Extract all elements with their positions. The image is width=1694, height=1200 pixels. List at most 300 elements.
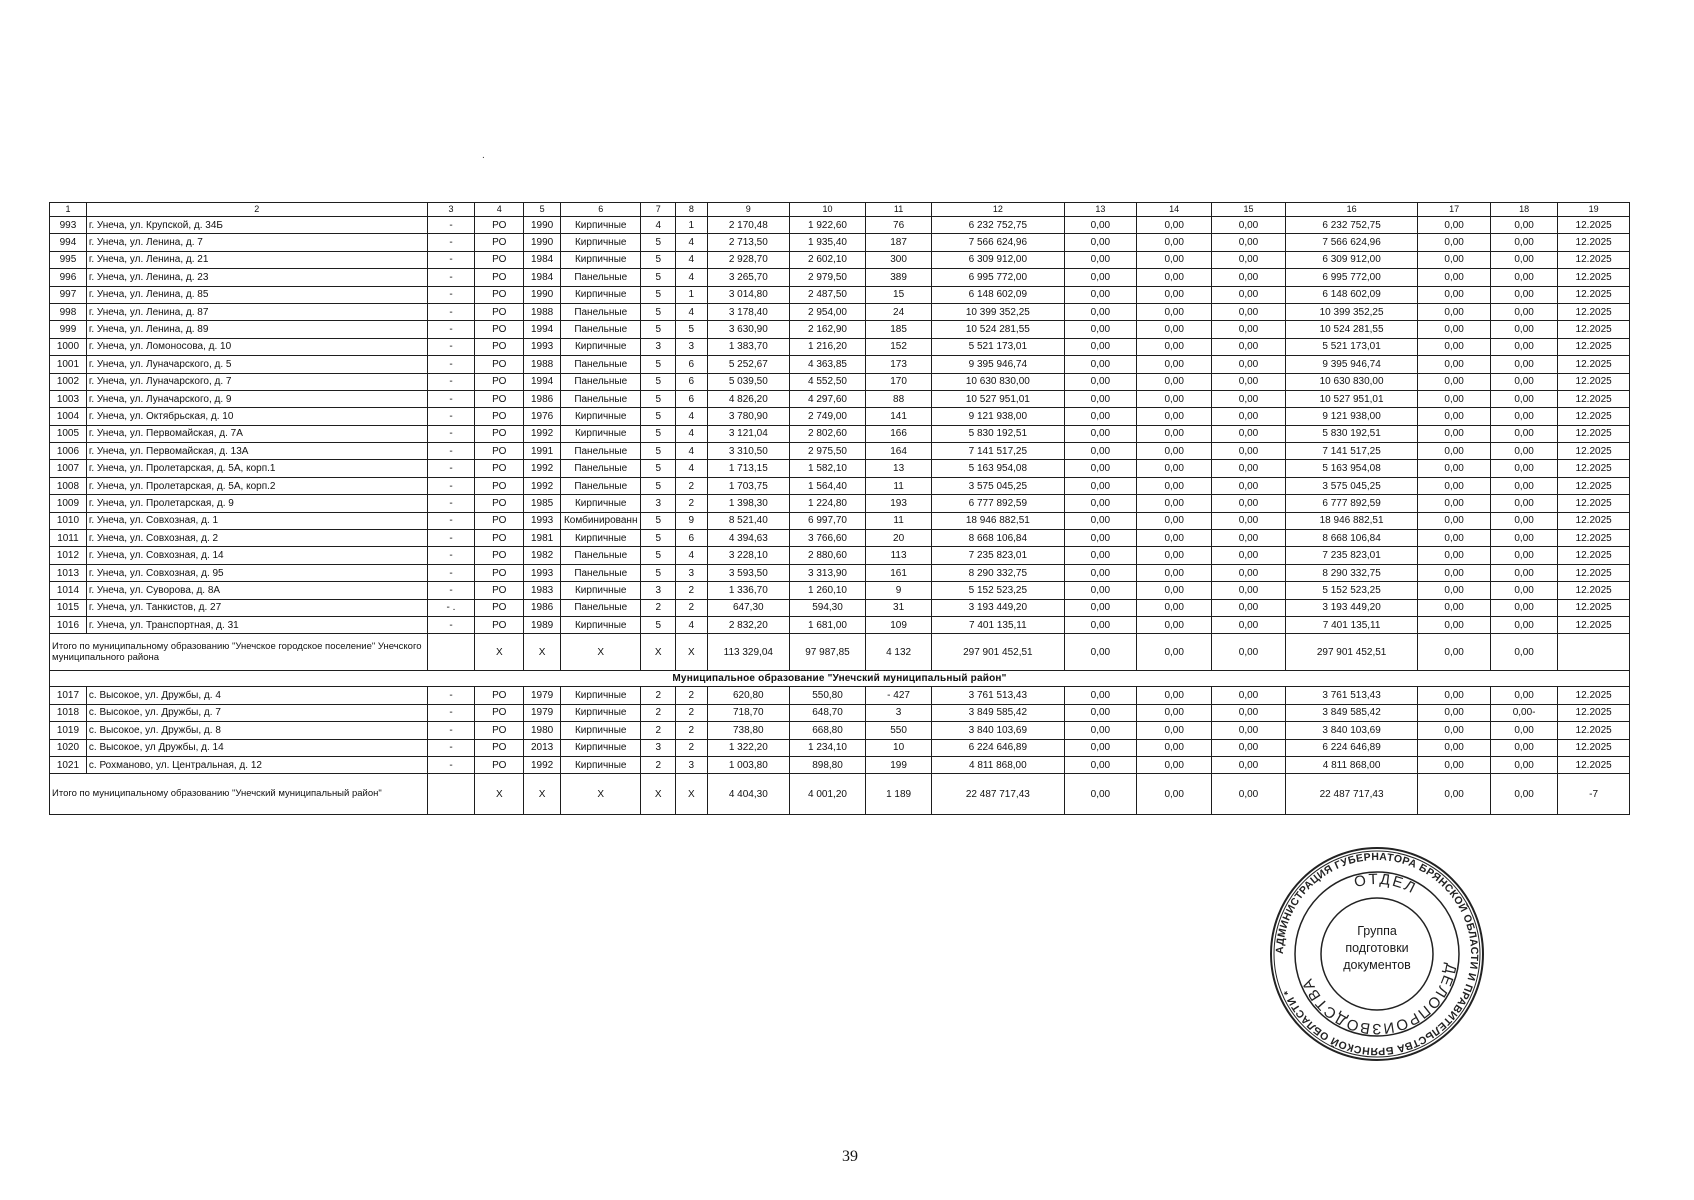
table-cell: РО <box>475 356 524 373</box>
column-number-cell: 4 <box>475 203 524 217</box>
address-cell: г. Унеча, ул. Ломоносова, д. 10 <box>86 338 427 355</box>
total-cell: 0,00 <box>1137 774 1212 815</box>
stamp-line-3: документов <box>1343 958 1411 972</box>
table-cell: 6 995 772,00 <box>1285 269 1417 286</box>
table-cell: 3 766,60 <box>790 530 866 547</box>
table-cell: 0,00 <box>1490 338 1557 355</box>
table-cell: 0,00 <box>1137 495 1212 512</box>
table-cell: 2 <box>641 599 676 616</box>
table-cell: 0,00 <box>1490 477 1557 494</box>
table-cell: 1 582,10 <box>790 460 866 477</box>
table-cell: Панельные <box>561 599 641 616</box>
table-cell: Кирпичные <box>561 234 641 251</box>
table-cell: 1014 <box>50 582 87 599</box>
table-cell: 4 811 868,00 <box>932 756 1064 773</box>
table-cell: - <box>427 722 475 739</box>
table-cell: 4 <box>676 251 707 268</box>
table-cell: 3 178,40 <box>707 303 789 320</box>
total-cell: 4 132 <box>865 634 931 671</box>
table-cell: 0,00 <box>1212 373 1286 390</box>
table-cell: 0,00 <box>1137 722 1212 739</box>
table-cell: 2 979,50 <box>790 269 866 286</box>
table-cell: 12.2025 <box>1558 217 1630 234</box>
table-cell: 0,00 <box>1064 564 1137 581</box>
table-cell: 6 995 772,00 <box>932 269 1064 286</box>
table-cell: 0,00 <box>1490 530 1557 547</box>
table-cell: 0,00 <box>1137 739 1212 756</box>
address-cell: с. Рохманово, ул. Центральная, д. 12 <box>86 756 427 773</box>
table-cell: 1 322,20 <box>707 739 789 756</box>
table-cell: Кирпичные <box>561 338 641 355</box>
table-cell: 0,00 <box>1137 564 1212 581</box>
table-cell: 1017 <box>50 687 87 704</box>
table-cell: 1981 <box>524 530 561 547</box>
table-cell: 3 761 513,43 <box>932 687 1064 704</box>
table-cell: 647,30 <box>707 599 789 616</box>
table-cell: 1989 <box>524 616 561 633</box>
address-cell: г. Унеча, ул. Совхозная, д. 95 <box>86 564 427 581</box>
table-cell: 2 <box>676 704 707 721</box>
table-cell: 0,00 <box>1418 321 1491 338</box>
table-cell: 4 <box>676 460 707 477</box>
table-cell: 0,00 <box>1418 460 1491 477</box>
table-cell: 18 946 882,51 <box>932 512 1064 529</box>
table-cell: 5 152 523,25 <box>1285 582 1417 599</box>
total-cell: 4 001,20 <box>790 774 866 815</box>
table-cell: 0,00 <box>1137 338 1212 355</box>
table-cell: 0,00 <box>1490 408 1557 425</box>
table-cell: 1 234,10 <box>790 739 866 756</box>
table-cell: Комбинированн <box>561 512 641 529</box>
table-cell: 10 524 281,55 <box>932 321 1064 338</box>
table-cell: 1988 <box>524 303 561 320</box>
address-cell: г. Унеча, ул. Ленина, д. 85 <box>86 286 427 303</box>
table-cell: 2 602,10 <box>790 251 866 268</box>
table-cell: 0,00 <box>1490 373 1557 390</box>
column-number-cell: 16 <box>1285 203 1417 217</box>
column-number-cell: 15 <box>1212 203 1286 217</box>
table-cell: - <box>427 390 475 407</box>
table-cell: 1992 <box>524 756 561 773</box>
address-cell: с. Высокое, ул Дружбы, д. 14 <box>86 739 427 756</box>
table-cell: 4 363,85 <box>790 356 866 373</box>
table-cell: 0,00 <box>1212 286 1286 303</box>
table-cell: 2 <box>641 687 676 704</box>
table-cell: 12.2025 <box>1558 530 1630 547</box>
table-cell: 0,00 <box>1064 251 1137 268</box>
table-row <box>50 564 1630 581</box>
total-label: Итого по муниципальному образованию "Унечское городское поселение" Унечского муниципального района <box>50 634 428 671</box>
address-cell: г. Унеча, ул. Совхозная, д. 1 <box>86 512 427 529</box>
table-cell: 898,80 <box>790 756 866 773</box>
table-cell: 5 521 173,01 <box>1285 338 1417 355</box>
table-cell: РО <box>475 390 524 407</box>
table-cell: 5 <box>641 286 676 303</box>
table-cell: 0,00 <box>1490 269 1557 286</box>
table-cell: 7 235 823,01 <box>1285 547 1417 564</box>
table-cell: 3 <box>676 338 707 355</box>
table-cell: Панельные <box>561 373 641 390</box>
table-cell: 15 <box>865 286 931 303</box>
table-cell: 4 <box>676 234 707 251</box>
table-cell: 0,00 <box>1064 390 1137 407</box>
total-cell: 0,00 <box>1490 634 1557 671</box>
table-cell: 550,80 <box>790 687 866 704</box>
table-cell: 1990 <box>524 234 561 251</box>
table-cell: - <box>427 356 475 373</box>
table-cell: - 427 <box>865 687 931 704</box>
table-cell: 12.2025 <box>1558 739 1630 756</box>
column-number-cell: 7 <box>641 203 676 217</box>
table-cell: 13 <box>865 460 931 477</box>
table-cell: 0,00 <box>1137 687 1212 704</box>
total-cell: X <box>524 774 561 815</box>
total-cell <box>427 774 475 815</box>
address-cell: г. Унеча, ул. Ленина, д. 23 <box>86 269 427 286</box>
table-cell: 5 <box>641 547 676 564</box>
table-cell: РО <box>475 338 524 355</box>
table-cell: 3 <box>641 495 676 512</box>
table-cell: 0,00 <box>1212 564 1286 581</box>
table-cell: 0,00 <box>1064 373 1137 390</box>
table-cell: - <box>427 477 475 494</box>
table-cell: 1992 <box>524 477 561 494</box>
table-cell: 10 399 352,25 <box>932 303 1064 320</box>
table-cell: 0,00 <box>1212 408 1286 425</box>
table-cell: - <box>427 443 475 460</box>
table-cell: 1979 <box>524 687 561 704</box>
table-cell: Панельные <box>561 477 641 494</box>
table-cell: 1 935,40 <box>790 234 866 251</box>
table-cell: 1984 <box>524 269 561 286</box>
table-cell: Панельные <box>561 303 641 320</box>
table-cell: 11 <box>865 512 931 529</box>
table-cell: - <box>427 687 475 704</box>
table-cell: РО <box>475 704 524 721</box>
table-cell: Кирпичные <box>561 704 641 721</box>
official-stamp <box>1268 845 1486 1063</box>
table-cell: 389 <box>865 269 931 286</box>
stamp-department: ОТДЕЛ <box>1352 870 1420 898</box>
table-cell: 6 232 752,75 <box>1285 217 1417 234</box>
table-cell: 0,00 <box>1212 739 1286 756</box>
table-cell: 5 <box>641 512 676 529</box>
table-row <box>50 722 1630 739</box>
table-cell: - <box>427 425 475 442</box>
table-cell: 0,00 <box>1418 599 1491 616</box>
table-cell: 0,00 <box>1490 234 1557 251</box>
table-cell: 8 668 106,84 <box>932 530 1064 547</box>
total-cell: 0,00 <box>1064 774 1137 815</box>
table-cell: Панельные <box>561 390 641 407</box>
table-cell: 12.2025 <box>1558 321 1630 338</box>
table-cell: - <box>427 756 475 773</box>
table-cell: 1007 <box>50 460 87 477</box>
total-cell: 0,00 <box>1212 634 1286 671</box>
table-cell: 3 <box>676 756 707 773</box>
table-cell: РО <box>475 321 524 338</box>
table-cell: Кирпичные <box>561 756 641 773</box>
table-cell: 5 <box>641 408 676 425</box>
table-cell: 12.2025 <box>1558 251 1630 268</box>
table-cell: 9 395 946,74 <box>1285 356 1417 373</box>
table-cell: - <box>427 582 475 599</box>
table-cell: 193 <box>865 495 931 512</box>
table-cell: 7 235 823,01 <box>932 547 1064 564</box>
table-cell: 18 946 882,51 <box>1285 512 1417 529</box>
table-cell: 4 811 868,00 <box>1285 756 1417 773</box>
address-cell: г. Унеча, ул. Ленина, д. 87 <box>86 303 427 320</box>
table-cell: 0,00 <box>1064 408 1137 425</box>
table-cell: 0,00 <box>1490 356 1557 373</box>
table-cell: 0,00 <box>1064 756 1137 773</box>
table-cell: 4 826,20 <box>707 390 789 407</box>
table-cell: 2 <box>641 704 676 721</box>
table-row <box>50 408 1630 425</box>
table-cell: 738,80 <box>707 722 789 739</box>
table-cell: 0,00 <box>1064 269 1137 286</box>
table-cell: 0,00 <box>1064 425 1137 442</box>
column-number-cell: 9 <box>707 203 789 217</box>
address-cell: г. Унеча, ул. Ленина, д. 21 <box>86 251 427 268</box>
table-cell: 0,00 <box>1418 425 1491 442</box>
table-row <box>50 373 1630 390</box>
table-cell: Панельные <box>561 460 641 477</box>
table-cell: 1003 <box>50 390 87 407</box>
table-cell: 12.2025 <box>1558 373 1630 390</box>
table-cell: 1988 <box>524 356 561 373</box>
page-number: 39 <box>842 1148 858 1165</box>
table-cell: - <box>427 547 475 564</box>
table-cell: 4 <box>676 616 707 633</box>
table-cell: 1990 <box>524 217 561 234</box>
table-cell: 0,00 <box>1418 338 1491 355</box>
table-cell: 1021 <box>50 756 87 773</box>
table-cell: 0,00 <box>1212 512 1286 529</box>
table-cell: 620,80 <box>707 687 789 704</box>
table-cell: 4 552,50 <box>790 373 866 390</box>
table-cell: 1019 <box>50 722 87 739</box>
address-cell: г. Унеча, ул. Первомайская, д. 7А <box>86 425 427 442</box>
table-cell: Кирпичные <box>561 722 641 739</box>
total-cell: X <box>641 774 676 815</box>
table-cell: Панельные <box>561 356 641 373</box>
table-cell: 0,00 <box>1490 756 1557 773</box>
stamp-department-2: ДЕЛОПРОИЗВОДСТВА <box>1298 961 1460 1038</box>
table-cell: 0,00 <box>1064 687 1137 704</box>
table-cell: 0,00 <box>1137 356 1212 373</box>
table-cell: 2 802,60 <box>790 425 866 442</box>
table-cell: 0,00 <box>1490 687 1557 704</box>
table-cell: 0,00 <box>1418 356 1491 373</box>
table-cell: 1983 <box>524 582 561 599</box>
address-cell: г. Унеча, ул. Пролетарская, д. 5А, корп.2 <box>86 477 427 494</box>
table-cell: РО <box>475 616 524 633</box>
table-cell: 10 524 281,55 <box>1285 321 1417 338</box>
table-cell: 0,00 <box>1137 756 1212 773</box>
table-cell: 1 <box>676 286 707 303</box>
table-cell: 12.2025 <box>1558 477 1630 494</box>
table-cell: 12.2025 <box>1558 704 1630 721</box>
total-cell: 0,00 <box>1137 634 1212 671</box>
table-cell: 0,00 <box>1064 443 1137 460</box>
table-cell: РО <box>475 582 524 599</box>
table-cell: 3 780,90 <box>707 408 789 425</box>
table-row <box>50 286 1630 303</box>
table-cell: 0,00 <box>1064 217 1137 234</box>
table-cell: 0,00 <box>1064 356 1137 373</box>
table-cell: - <box>427 495 475 512</box>
table-cell: 0,00 <box>1137 582 1212 599</box>
table-cell: 6 997,70 <box>790 512 866 529</box>
table-cell: 10 527 951,01 <box>1285 390 1417 407</box>
table-cell: 0,00 <box>1137 217 1212 234</box>
table-cell: 2 170,48 <box>707 217 789 234</box>
table-cell: 668,80 <box>790 722 866 739</box>
table-cell: 0,00 <box>1064 234 1137 251</box>
table-row <box>50 495 1630 512</box>
table-cell: 12.2025 <box>1558 687 1630 704</box>
address-cell: г. Унеча, ул. Суворова, д. 8А <box>86 582 427 599</box>
table-cell: 1 713,15 <box>707 460 789 477</box>
table-cell: - <box>427 373 475 390</box>
table-cell: 7 401 135,11 <box>932 616 1064 633</box>
table-cell: 2 <box>641 756 676 773</box>
table-cell: 5 830 192,51 <box>932 425 1064 442</box>
column-number-cell: 3 <box>427 203 475 217</box>
table-cell: 0,00 <box>1418 251 1491 268</box>
table-cell: 88 <box>865 390 931 407</box>
stamp-ring-text: АДМИНИСТРАЦИЯ ГУБЕРНАТОРА БРЯНСКОЙ ОБЛАСТИ И ПРАВИТЕЛЬСТВА БРЯНСКОЙ ОБЛАСТИ * <box>1273 850 1481 1058</box>
table-cell: 718,70 <box>707 704 789 721</box>
table-cell: РО <box>475 269 524 286</box>
table-cell: РО <box>475 286 524 303</box>
table-cell: 6 <box>676 356 707 373</box>
table-cell: 1982 <box>524 547 561 564</box>
table-cell: 0,00 <box>1212 356 1286 373</box>
table-row <box>50 547 1630 564</box>
table-cell: Кирпичные <box>561 582 641 599</box>
table-cell: 1984 <box>524 251 561 268</box>
table-cell: 0,00 <box>1212 303 1286 320</box>
table-cell: РО <box>475 408 524 425</box>
table-cell: 0,00 <box>1418 512 1491 529</box>
table-cell: 0,00 <box>1212 269 1286 286</box>
table-cell: 24 <box>865 303 931 320</box>
table-cell: 0,00 <box>1137 460 1212 477</box>
table-cell: РО <box>475 739 524 756</box>
table-cell: 995 <box>50 251 87 268</box>
address-cell: г. Унеча, ул. Пролетарская, д. 5А, корп.1 <box>86 460 427 477</box>
table-cell: 0,00 <box>1418 722 1491 739</box>
total-cell: 297 901 452,51 <box>1285 634 1417 671</box>
total-cell <box>1558 634 1630 671</box>
table-cell: 9 <box>865 582 931 599</box>
table-cell: 998 <box>50 303 87 320</box>
table-cell: 1008 <box>50 477 87 494</box>
table-cell: РО <box>475 303 524 320</box>
table-cell: 3 575 045,25 <box>932 477 1064 494</box>
table-cell: 3 228,10 <box>707 547 789 564</box>
table-cell: 2 <box>676 477 707 494</box>
column-number-cell: 17 <box>1418 203 1491 217</box>
table-cell: 3 121,04 <box>707 425 789 442</box>
table-row <box>50 704 1630 721</box>
table-cell: - <box>427 704 475 721</box>
table-cell: 3 849 585,42 <box>932 704 1064 721</box>
table-cell: Кирпичные <box>561 286 641 303</box>
total-cell: -7 <box>1558 774 1630 815</box>
table-cell: 0,00 <box>1490 321 1557 338</box>
table-cell: 0,00 <box>1212 722 1286 739</box>
table-cell: 1 564,40 <box>790 477 866 494</box>
table-cell: РО <box>475 217 524 234</box>
table-cell: 0,00 <box>1212 477 1286 494</box>
table-cell: 1 336,70 <box>707 582 789 599</box>
table-cell: 0,00 <box>1212 547 1286 564</box>
table-cell: 3 193 449,20 <box>932 599 1064 616</box>
table-cell: Кирпичные <box>561 408 641 425</box>
address-cell: г. Унеча, ул. Совхозная, д. 14 <box>86 547 427 564</box>
total-cell: 4 404,30 <box>707 774 789 815</box>
table-cell: 6 232 752,75 <box>932 217 1064 234</box>
table-cell: 7 566 624,96 <box>932 234 1064 251</box>
total-cell: 0,00 <box>1064 634 1137 671</box>
table-cell: 0,00 <box>1137 408 1212 425</box>
table-cell: 166 <box>865 425 931 442</box>
table-cell: 996 <box>50 269 87 286</box>
table-cell: - <box>427 303 475 320</box>
table-cell: 0,00 <box>1212 687 1286 704</box>
table-cell: 1992 <box>524 425 561 442</box>
table-cell: - <box>427 321 475 338</box>
table-cell: 0,00 <box>1418 582 1491 599</box>
table-cell: 0,00 <box>1212 616 1286 633</box>
table-cell: РО <box>475 251 524 268</box>
table-cell: 5 <box>641 303 676 320</box>
total-cell: 1 189 <box>865 774 931 815</box>
table-cell: 5 <box>641 530 676 547</box>
table-cell: 0,00 <box>1212 251 1286 268</box>
table-cell: 0,00 <box>1137 547 1212 564</box>
table-cell: Панельные <box>561 443 641 460</box>
table-cell: 994 <box>50 234 87 251</box>
table-cell: 0,00 <box>1418 687 1491 704</box>
address-cell: г. Унеча, ул. Луначарского, д. 5 <box>86 356 427 373</box>
table-cell: 0,00 <box>1490 722 1557 739</box>
table-cell: 1000 <box>50 338 87 355</box>
table-cell: 10 527 951,01 <box>932 390 1064 407</box>
table-cell: 0,00 <box>1490 547 1557 564</box>
table-cell: 0,00 <box>1490 425 1557 442</box>
table-cell: Панельные <box>561 547 641 564</box>
table-cell: - <box>427 408 475 425</box>
table-cell: 2 <box>676 739 707 756</box>
table-cell: 0,00 <box>1418 495 1491 512</box>
table-cell: 300 <box>865 251 931 268</box>
table-cell: 2 <box>676 687 707 704</box>
table-cell: 2 832,20 <box>707 616 789 633</box>
table-cell: 5 <box>641 443 676 460</box>
table-row <box>50 338 1630 355</box>
table-cell: 0,00 <box>1064 599 1137 616</box>
table-cell: 0,00- <box>1490 704 1557 721</box>
table-cell: 0,00 <box>1418 616 1491 633</box>
table-cell: 0,00 <box>1418 269 1491 286</box>
table-cell: 1 003,80 <box>707 756 789 773</box>
table-cell: Кирпичные <box>561 251 641 268</box>
table-cell: 0,00 <box>1490 495 1557 512</box>
